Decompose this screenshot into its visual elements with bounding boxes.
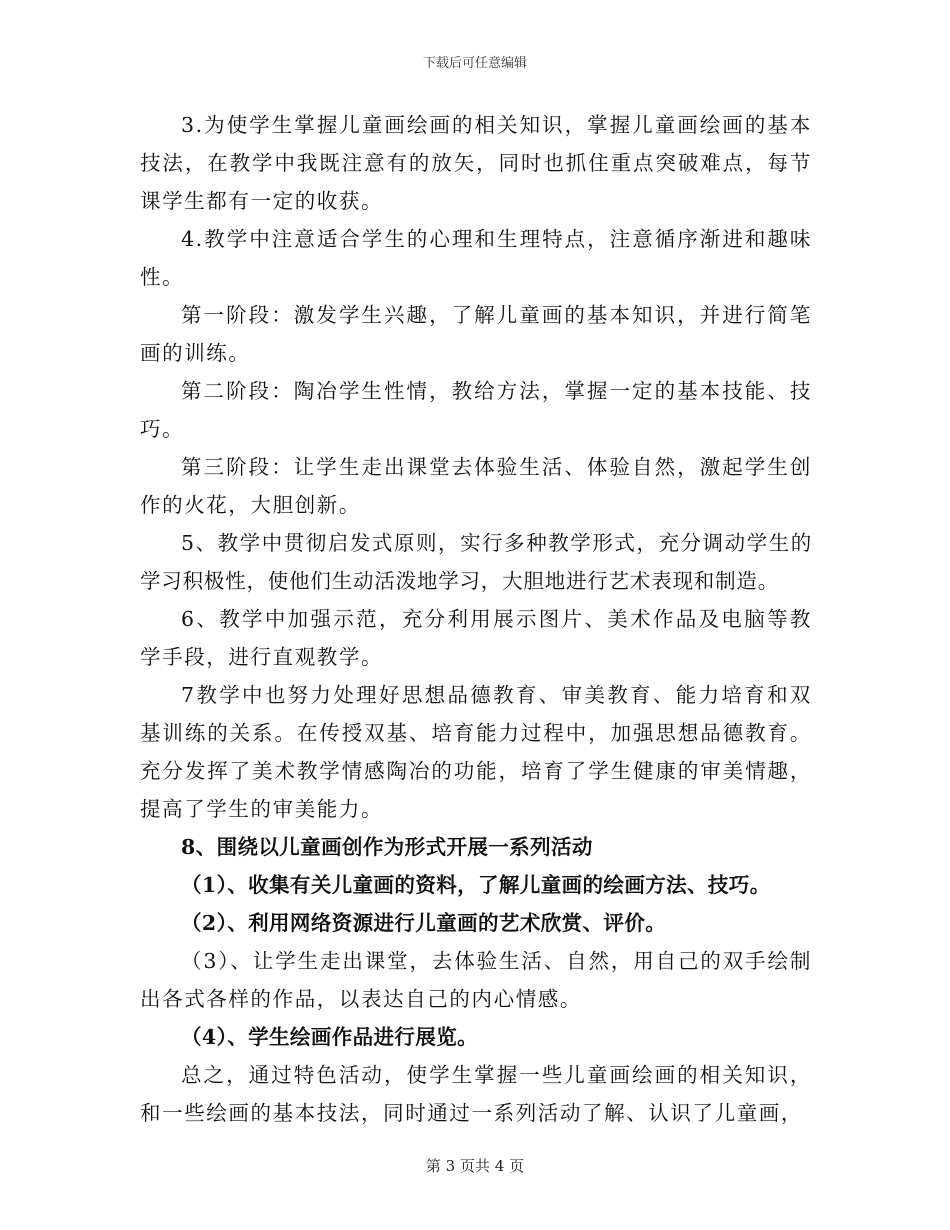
paragraph-7: 7教学中也努力处理好思想品德教育、审美教育、能力培育和双基训练的关系。在传授双基、培育能力过程中，加强思想品德教育。充分发挥了美术教学情感陶冶的功能，培育了学生健康的审美情趣，提高了学生的审美能力。: [140, 683, 812, 821]
paragraph-5: 5、教学中贯彻启发式原则，实行多种教学形式，充分调动学生的学习积极性，使他们生动活泼地学习，大胆地进行艺术表现和制造。: [140, 531, 812, 593]
paragraph-6: 6、教学中加强示范，充分利用展示图片、美术作品及电脑等教学手段，进行直观教学。: [140, 607, 812, 669]
activity-item-1: （1）、收集有关儿童画的资料，了解儿童画的绘画方法、技巧。: [181, 873, 771, 897]
activities-heading: 8、围绕以儿童画创作为形式开展一系列活动: [181, 835, 593, 859]
paragraph-4: 4.教学中注意适合学生的心理和生理特点，注意循序渐进和趣味性。: [140, 227, 812, 289]
stage-one-paragraph: 第一阶段：激发学生兴趣，了解儿童画的基本知识，并进行简笔画的训练。: [140, 303, 812, 365]
paragraph-3: 3.为使学生掌握儿童画绘画的相关知识，掌握儿童画绘画的基本技法，在教学中我既注意有的放矢，同时也抓住重点突破难点，每节课学生都有一定的收获。: [140, 113, 812, 213]
stage-three-paragraph: 第三阶段：让学生走出课堂去体验生活、体验自然，激起学生创作的火花，大胆创新。: [140, 455, 812, 517]
document-body: [140, 106, 812, 1132]
page-header: 下载后可任意编辑: [422, 56, 527, 71]
stage-two-paragraph: 第二阶段：陶冶学生性情，教给方法，掌握一定的基本技能、技巧。: [140, 379, 812, 441]
activity-item-2: （2）、利用网络资源进行儿童画的艺术欣赏、评价。: [181, 911, 667, 935]
activity-item-4: （4）、学生绘画作品进行展览。: [181, 1025, 479, 1049]
activity-item-3: （3）、让学生走出课堂，去体验生活、自然，用自己的双手绘制出各式各样的作品，以表达自己的内心情感。: [140, 949, 812, 1011]
page-footer: 第 3 页共 4 页: [425, 1157, 525, 1175]
summary-paragraph: 总之，通过特色活动，使学生掌握一些儿童画绘画的相关知识，和一些绘画的基本技法，同时通过一系列活动了解、认识了儿童画，: [140, 1063, 812, 1125]
